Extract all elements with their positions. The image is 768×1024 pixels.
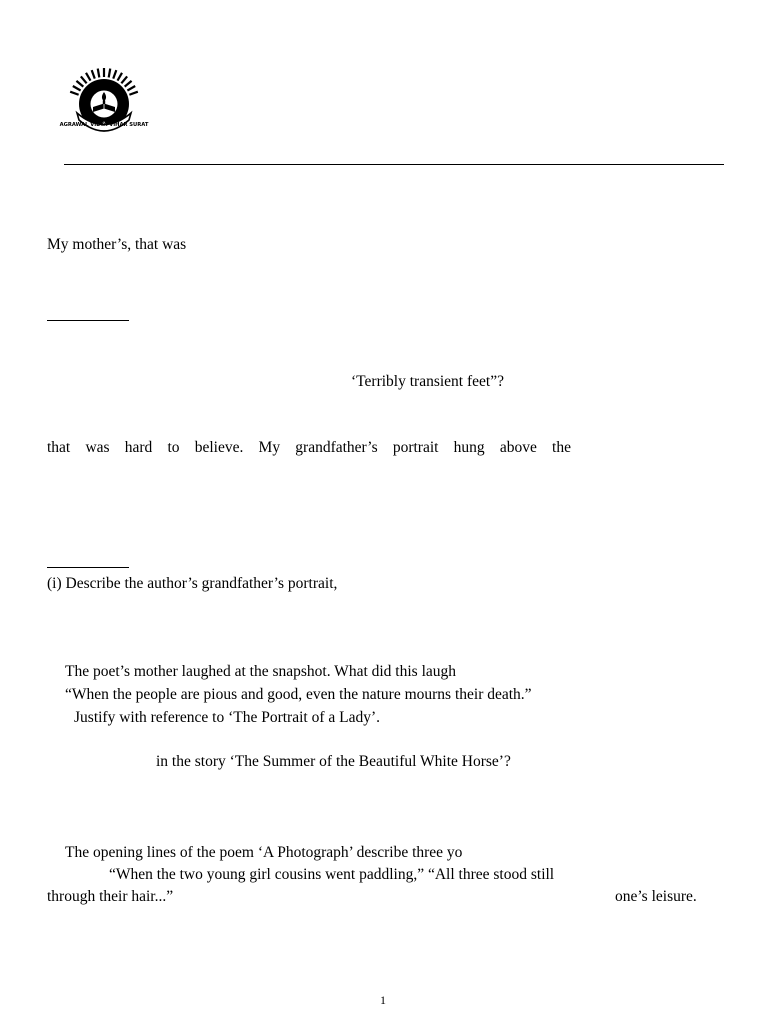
- line-summer: in the story ‘The Summer of the Beautiful White Horse’?: [156, 753, 511, 770]
- line-hair: through their hair...”: [47, 888, 174, 905]
- line-justify-portrait: Justify with reference to ‘The Portrait of a Lady’.: [74, 709, 381, 726]
- line-mothers: My mother’s, that was: [47, 236, 187, 253]
- line-opening: The opening lines of the poem ‘A Photograph’ describe three yo: [65, 844, 463, 861]
- word: that: [47, 439, 71, 456]
- word: hard: [124, 439, 153, 456]
- page-number: 1: [380, 993, 386, 1007]
- word: hung: [453, 439, 485, 456]
- line-hard-to-believe: [47, 439, 571, 457]
- word: was: [85, 439, 110, 456]
- line-laughed: The poet’s mother laughed at the snapshot. What did this laugh: [65, 663, 457, 680]
- line-leisure: one’s leisure.: [615, 888, 697, 905]
- line-cousins: “When the two young girl cousins went paddling,” “All three stood still: [109, 866, 555, 883]
- school-logo: [59, 66, 149, 142]
- line-describe: (i) Describe the author’s grandfather’s portrait,: [47, 575, 338, 592]
- word: believe.: [194, 439, 244, 456]
- word: grandfather’s: [295, 439, 378, 456]
- word: My: [258, 439, 281, 456]
- word: to: [167, 439, 180, 456]
- word: portrait: [392, 439, 439, 456]
- word: the: [552, 439, 571, 456]
- header-rule: [64, 164, 724, 165]
- answer-rule-1: [47, 320, 129, 321]
- answer-rule-2: [47, 567, 129, 568]
- word: above: [499, 439, 537, 456]
- line-transient: ‘Terribly transient feet”?: [351, 373, 504, 390]
- logo-text: AGRAWAL VIDYA VIHAR SURAT: [59, 122, 149, 128]
- line-pious: “When the people are pious and good, even the nature mourns their death.”: [65, 686, 532, 703]
